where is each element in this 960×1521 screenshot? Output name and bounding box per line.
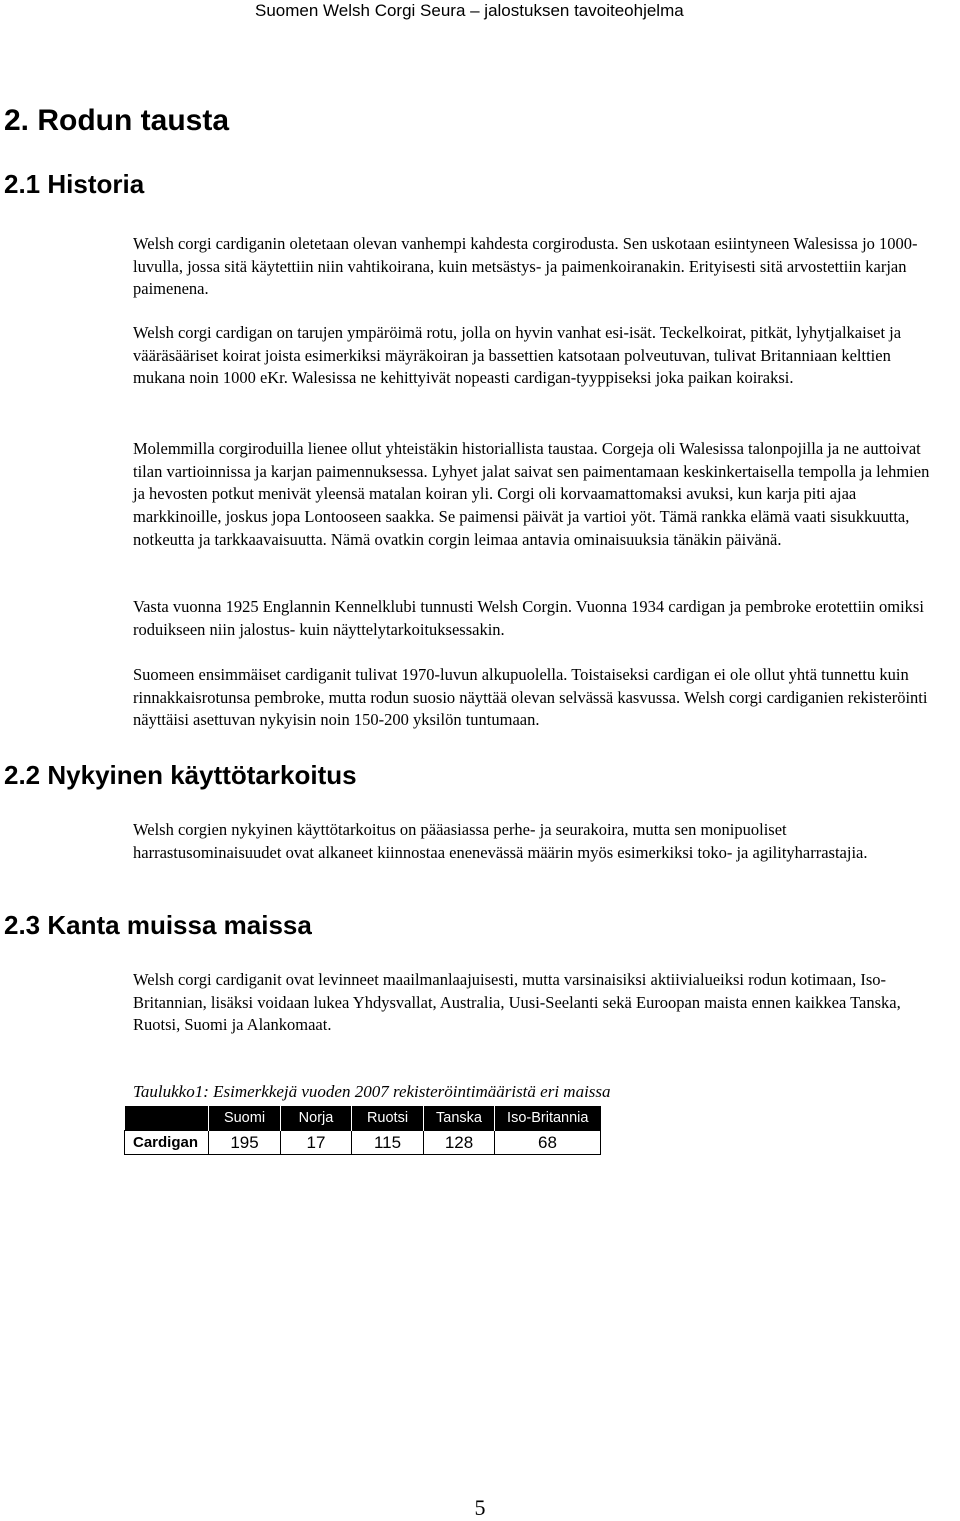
column-header: Norja <box>281 1106 352 1131</box>
historia-paragraph-3: Molemmilla corgiroduilla lienee ollut yhteistäkin historiallista taustaa. Corgeja oli Walesissa talonpojilla ja ne auttoivat tilan vartioinnissa ja karjan paimennuksessa. Lyhyet jalat saivat sen paimentamaan keskinkertaisella tempolla ja lehmien ja hevosten potkut menivät yleensä matalan koiran yli. Corgi oli korvaamattomaksi avuksi, kun karja piti ajaa markkinoille, joskus jopa Lontooseen saakka. Se paimensi päivät ja vartioi yöt. Tämä rankka elämä vaati sisukkuutta, notkeutta ja tarkkaavaisuutta. Nämä ovatkin corgin leimaa antavia ominaisuuksia tänäkin päivänä. <box>133 439 930 549</box>
section-title-kanta-muissa-maissa: 2.3 Kanta muissa maissa <box>4 910 312 940</box>
column-header: Suomi <box>209 1106 281 1131</box>
section-title-rodun-tausta: 2. Rodun tausta <box>4 104 230 137</box>
table-caption: Taulukko1: Esimerkkejä vuoden 2007 rekisteröintimääristä eri maissa <box>133 1082 611 1101</box>
registration-table <box>124 1106 601 1155</box>
table-cell: 128 <box>424 1131 495 1155</box>
table-cell: 68 <box>495 1131 601 1155</box>
section-title-historia: 2.1 Historia <box>4 169 145 199</box>
historia-paragraph-5: Suomeen ensimmäiset cardiganit tulivat 1970-luvun alkupuolella. Toistaiseksi cardigan ei ole ollut yhtä tunnettu kuin rinnakkaisrotunsa pembroke, mutta rodun suosio näyttää olevan selvässä kasvussa. Welsh corgi cardiganien rekisteröinti näyttäisi asettuvan nykyisin noin 150-200 yksilön tuntumaan. <box>133 665 928 730</box>
historia-paragraph-4: Vasta vuonna 1925 Englannin Kennelklubi tunnusti Welsh Corgin. Vuonna 1934 cardigan ja pembroke erotettiin omiksi roduikseen niin jalostus- kuin näyttelytarkoituksessakin. <box>133 597 924 639</box>
column-header: Ruotsi <box>352 1106 424 1131</box>
page-number: 5 <box>474 1495 486 1520</box>
row-label: Cardigan <box>125 1131 209 1155</box>
table-cell: 115 <box>352 1131 424 1155</box>
section-title-nykyinen-kayttotarkoitus: 2.2 Nykyinen käyttötarkoitus <box>4 760 357 790</box>
column-header: Iso-Britannia <box>495 1106 601 1131</box>
running-header: Suomen Welsh Corgi Seura – jalostuksen tavoiteohjelma <box>255 1 684 20</box>
column-header: Tanska <box>424 1106 495 1131</box>
historia-paragraph-1: Welsh corgi cardiganin oletetaan olevan vanhempi kahdesta corgirodusta. Sen uskotaan esiintyneen Walesissa jo 1000-luvulla, jossa sitä käytettiin niin vahtikoirana, kuin metsästys- ja paimenkoiranakin. Erityisesti sitä arvostettiin karjan paimenena. <box>133 234 918 299</box>
table-cell: 17 <box>281 1131 352 1155</box>
table-header-row <box>125 1106 601 1131</box>
table-cell: 195 <box>209 1131 281 1155</box>
kanta-paragraph: Welsh corgi cardiganit ovat levinneet maailmanlaajuisesti, mutta varsinaisiksi aktiivialueiksi rodun kotimaan, Iso-Britannian, lisäksi voidaan lukea Yhdysvallat, Australia, Uusi-Seelanti sekä Euroopan maista ennen kaikkea Tanska, Ruotsi, Suomi ja Alankomaat. <box>133 970 901 1035</box>
table-corner-cell <box>125 1106 209 1131</box>
kayttotarkoitus-paragraph: Welsh corgien nykyinen käyttötarkoitus on pääasiassa perhe- ja seurakoira, mutta sen monipuoliset harrastusominaisuudet ovat alkaneet kiinnostaa enenevässä määrin myös esimerkiksi toko- ja agilityharrastajia. <box>133 820 868 862</box>
historia-paragraph-2: Welsh corgi cardigan on tarujen ympäröimä rotu, jolla on hyvin vanhat esi-isät. Teckelkoirat, pitkät, lyhytjalkaiset ja vääräsääriset koirat joista esimerkiksi mäyräkoiran ja bassettien katsotaan polveutuvan, tulivat Britanniaan kelttien mukana noin 1000 eKr. Walesissa ne kehittyivät nopeasti cardigan-tyyppiseksi joka paikan koiraksi. <box>133 323 902 388</box>
table-row <box>125 1131 601 1155</box>
